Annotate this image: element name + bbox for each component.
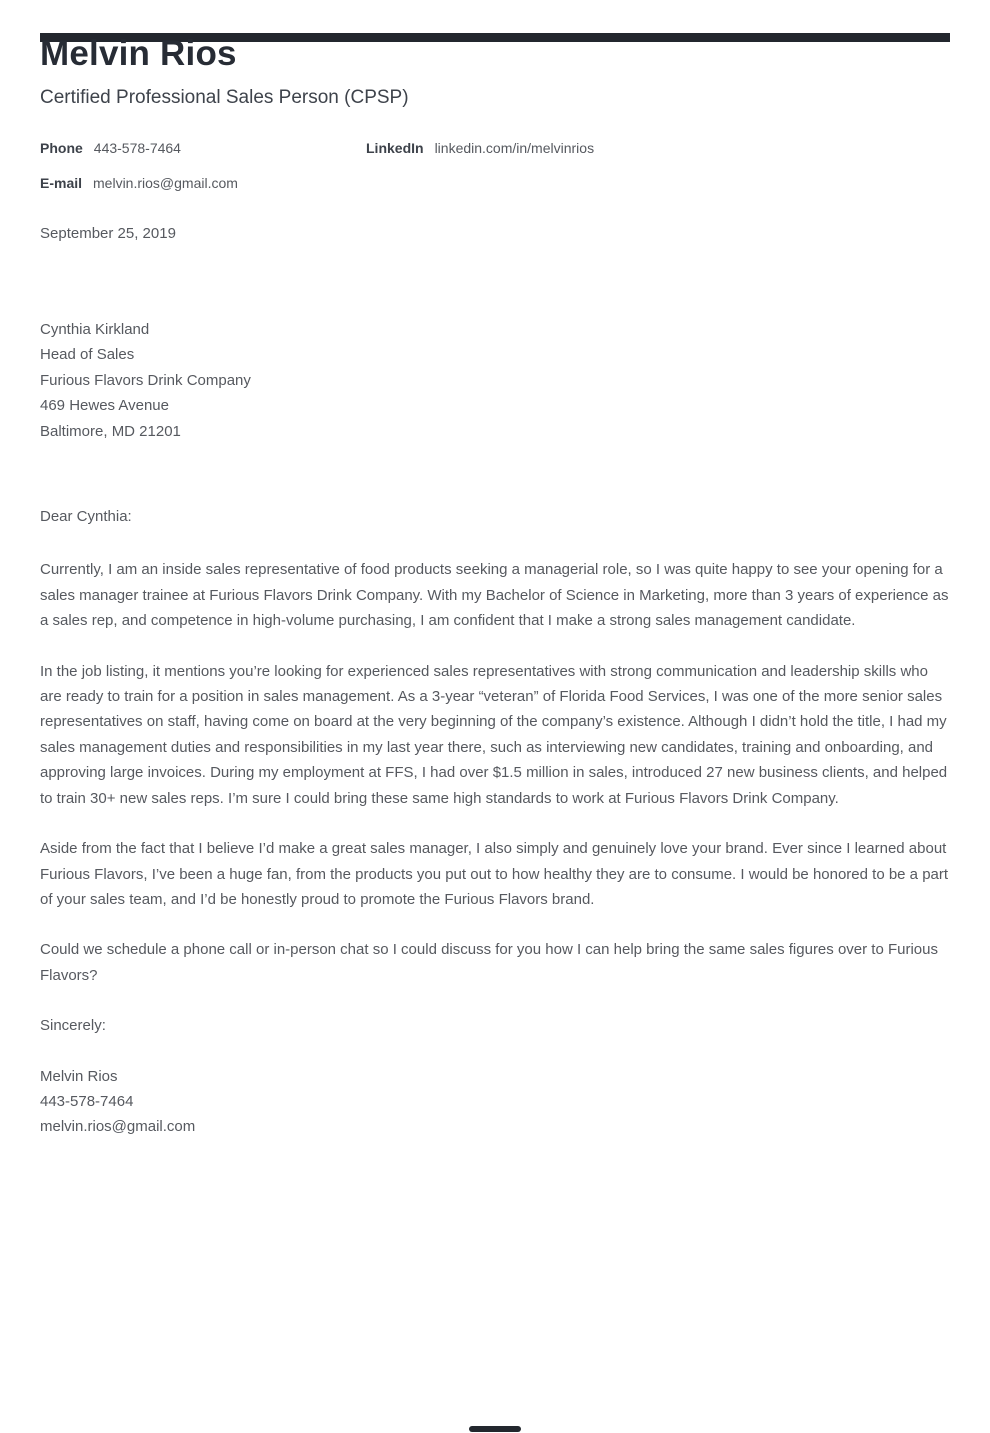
paragraph-2: In the job listing, it mentions you’re looking for experienced sales representatives with strong communication and leadership skills who are ready to train for a position in sales management. As a 3-year “veteran” of Florida Food Services, I was one of the more senior sales representatives on staff, having come on board at the very beginning of the company’s existence. Although I didn’t hold the title, I had my sales management duties and responsibilities in my last year there, such as interviewing new candidates, training and onboarding, and approving large invoices. During my employment at FFS, I had over $1.5 million in sales, introduced 27 new business clients, and helped to train 30+ new sales reps. I’m sure I could bring these same high standards to work at Furious Flavors Drink Company. <box>40 662 948 807</box>
linkedin-label: LinkedIn <box>366 140 424 156</box>
signature-email: melvin.rios@gmail.com <box>40 1118 196 1136</box>
signature-block <box>40 1064 950 1140</box>
contact-info <box>40 140 950 192</box>
applicant-job-title: Certified Professional Sales Person (CPSP) <box>40 87 409 108</box>
recipient-company: Furious Flavors Drink Company <box>40 371 251 389</box>
phone-label: Phone <box>40 140 83 156</box>
signature-name: Melvin Rios <box>40 1067 118 1085</box>
contact-email <box>40 175 366 192</box>
recipient-city: Baltimore, MD 21201 <box>40 422 181 440</box>
paragraph-4: Could we schedule a phone call or in-person chat so I could discuss for you how I can help bring the same sales figures over to Furious Flavors? <box>40 941 938 984</box>
phone-value: 443-578-7464 <box>93 140 181 156</box>
paragraph-3: Aside from the fact that I believe I’d make a great sales manager, I also simply and genuinely love your brand. Ever since I learned about Furious Flavors, I’ve been a huge fan, from the products you put out to how healthy they are to consume. I would be honored to be a part of your sales team, and I’d be honestly proud to promote the Furious Flavors brand. <box>40 840 949 908</box>
email-label: E-mail <box>40 175 83 191</box>
applicant-name: Melvin Rios <box>40 34 237 73</box>
contact-phone <box>40 140 366 157</box>
linkedin-value: linkedin.com/in/melvinrios <box>434 140 595 156</box>
email-value: melvin.rios@gmail.com <box>93 175 238 191</box>
recipient-street: 469 Hewes Avenue <box>40 397 169 415</box>
recipient-name: Cynthia Kirkland <box>40 321 150 338</box>
contact-grid-spacer <box>366 175 950 192</box>
signature-phone: 443-578-7464 <box>40 1092 134 1110</box>
paragraph-1: Currently, I am an inside sales representative of food products seeking a managerial role, so I was quite happy to see your opening for a sales manager trainee at Furious Flavors Drink Company. With my Bachelor of Science in Marketing, more than 3 years of experience as a sales rep, and competence in high-volume purchasing, I am confident that I make a strong sales management candidate. <box>40 561 949 630</box>
bottom-page-indicator <box>469 1426 521 1432</box>
recipient-role: Head of Sales <box>40 346 135 364</box>
recipient-block <box>40 317 950 444</box>
contact-linkedin <box>366 140 950 157</box>
letter-content <box>0 33 990 1140</box>
cover-letter-page <box>0 33 990 1433</box>
salutation: Dear Cynthia: <box>40 508 132 526</box>
letter-date: September 25, 2019 <box>40 225 176 242</box>
closing: Sincerely: <box>40 1017 106 1035</box>
